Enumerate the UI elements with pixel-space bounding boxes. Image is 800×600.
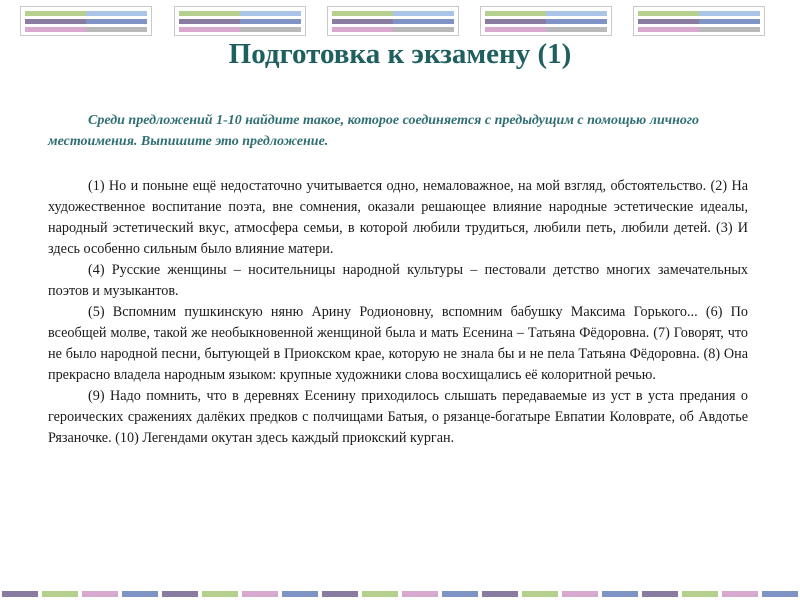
decor-tile <box>174 6 306 36</box>
decor-segment <box>240 11 301 16</box>
decor-stripe <box>179 27 301 32</box>
decor-segment <box>332 19 393 24</box>
decor-stripe <box>638 27 760 32</box>
decor-bottom-segment <box>42 591 78 597</box>
decor-bottom-segment <box>682 591 718 597</box>
decor-bottom-segment <box>722 591 758 597</box>
decor-stripe <box>332 11 454 16</box>
decor-segment <box>179 19 240 24</box>
decor-segment <box>240 27 301 32</box>
decor-segment <box>86 11 147 16</box>
decor-stripe <box>25 27 147 32</box>
decor-stripe <box>25 11 147 16</box>
decor-stripe <box>638 19 760 24</box>
decor-segment <box>485 19 546 24</box>
decor-bottom-segment <box>2 591 38 597</box>
decor-bottom-segment <box>202 591 238 597</box>
decor-segment <box>638 27 699 32</box>
decor-stripe <box>25 19 147 24</box>
top-decoration-strip <box>0 6 800 38</box>
text-passage <box>48 176 748 449</box>
decor-segment <box>546 19 607 24</box>
decor-stripe <box>485 27 607 32</box>
decor-segment <box>393 27 454 32</box>
paragraph-2: (4) Русские женщины – носительницы народной культуры – пестовали детство многих замечательных поэтов и музыкантов. <box>48 262 748 299</box>
decor-segment <box>393 11 454 16</box>
decor-segment <box>179 27 240 32</box>
decor-segment <box>699 11 760 16</box>
decor-bottom-segment <box>362 591 398 597</box>
decor-segment <box>638 19 699 24</box>
decor-segment <box>699 27 760 32</box>
decor-segment <box>699 19 760 24</box>
bottom-decoration-strip <box>0 591 800 597</box>
decor-segment <box>179 11 240 16</box>
decor-bottom-segment <box>442 591 478 597</box>
decor-segment <box>638 11 699 16</box>
decor-bottom-segment <box>162 591 198 597</box>
page-title: Подготовка к экзамену (1) <box>228 38 572 70</box>
decor-stripe <box>332 27 454 32</box>
decor-tile <box>20 6 152 36</box>
decor-bottom-segment <box>482 591 518 597</box>
decor-segment <box>240 19 301 24</box>
decor-segment <box>25 27 86 32</box>
decor-bottom-segment <box>642 591 678 597</box>
decor-segment <box>485 11 546 16</box>
decor-tile <box>633 6 765 36</box>
decor-segment <box>546 27 607 32</box>
decor-bottom-segment <box>322 591 358 597</box>
decor-segment <box>485 27 546 32</box>
paragraph-4: (9) Надо помнить, что в деревнях Есенину приходилось слышать передаваемые из уст в уста предания о героических сражениях далёких предков с полчищами Батыя, о рязанце-богатыре Евпатии Коловрате, об Авдотье Рязаночке. (10) Легендами окутан здесь каждый приокский курган. <box>48 388 748 446</box>
decor-stripe <box>638 11 760 16</box>
decor-bottom-segment <box>762 591 798 597</box>
decor-bottom-segment <box>562 591 598 597</box>
task-instruction: Среди предложений 1-10 найдите такое, которое соединяется с предыдущим с помощью личного местоимения. Выпишите это предложение. <box>48 113 700 149</box>
decor-segment <box>393 19 454 24</box>
decor-bottom-segment <box>602 591 638 597</box>
decor-stripe <box>179 11 301 16</box>
paragraph-3: (5) Вспомним пушкинскую няню Арину Родионовну, вспомним бабушку Максима Горького... (6) По всеобщей молве, такой же необыкновенной женщиной была и мать Есенина – Татьяна Фёдоровна. (7) Говорят, что не было народной песни, бытующей в Приокском крае, которую не знала бы и не пела Татьяна Фёдоровна. (8) Она прекрасно владела народным языком: крупные художники слова восхищались её колоритной речью. <box>48 304 748 383</box>
decor-segment <box>332 11 393 16</box>
decor-segment <box>25 11 86 16</box>
decor-segment <box>86 27 147 32</box>
decor-bottom-segment <box>522 591 558 597</box>
decor-segment <box>25 19 86 24</box>
decor-tile <box>327 6 459 36</box>
decor-stripe <box>485 11 607 16</box>
decor-segment <box>546 11 607 16</box>
decor-bottom-segment <box>242 591 278 597</box>
decor-segment <box>332 27 393 32</box>
decor-stripe <box>485 19 607 24</box>
paragraph-1: (1) Но и поныне ещё недостаточно учитывается одно, немаловажное, на мой взгляд, обстоятельство. (2) На художественное воспитание поэта, вне сомнения, оказали решающее влияние народные эстетические идеалы, народный эстетический вкус, атмосфера семьи, в которой любили трудиться, любили петь, любили детей. (3) И здесь особенно сильным было влияние матери. <box>48 178 748 257</box>
decor-bottom-segment <box>122 591 158 597</box>
decor-bottom-segment <box>282 591 318 597</box>
decor-bottom-segment <box>402 591 438 597</box>
decor-segment <box>86 19 147 24</box>
decor-stripe <box>179 19 301 24</box>
decor-stripe <box>332 19 454 24</box>
decor-tile <box>480 6 612 36</box>
decor-bottom-segment <box>82 591 118 597</box>
